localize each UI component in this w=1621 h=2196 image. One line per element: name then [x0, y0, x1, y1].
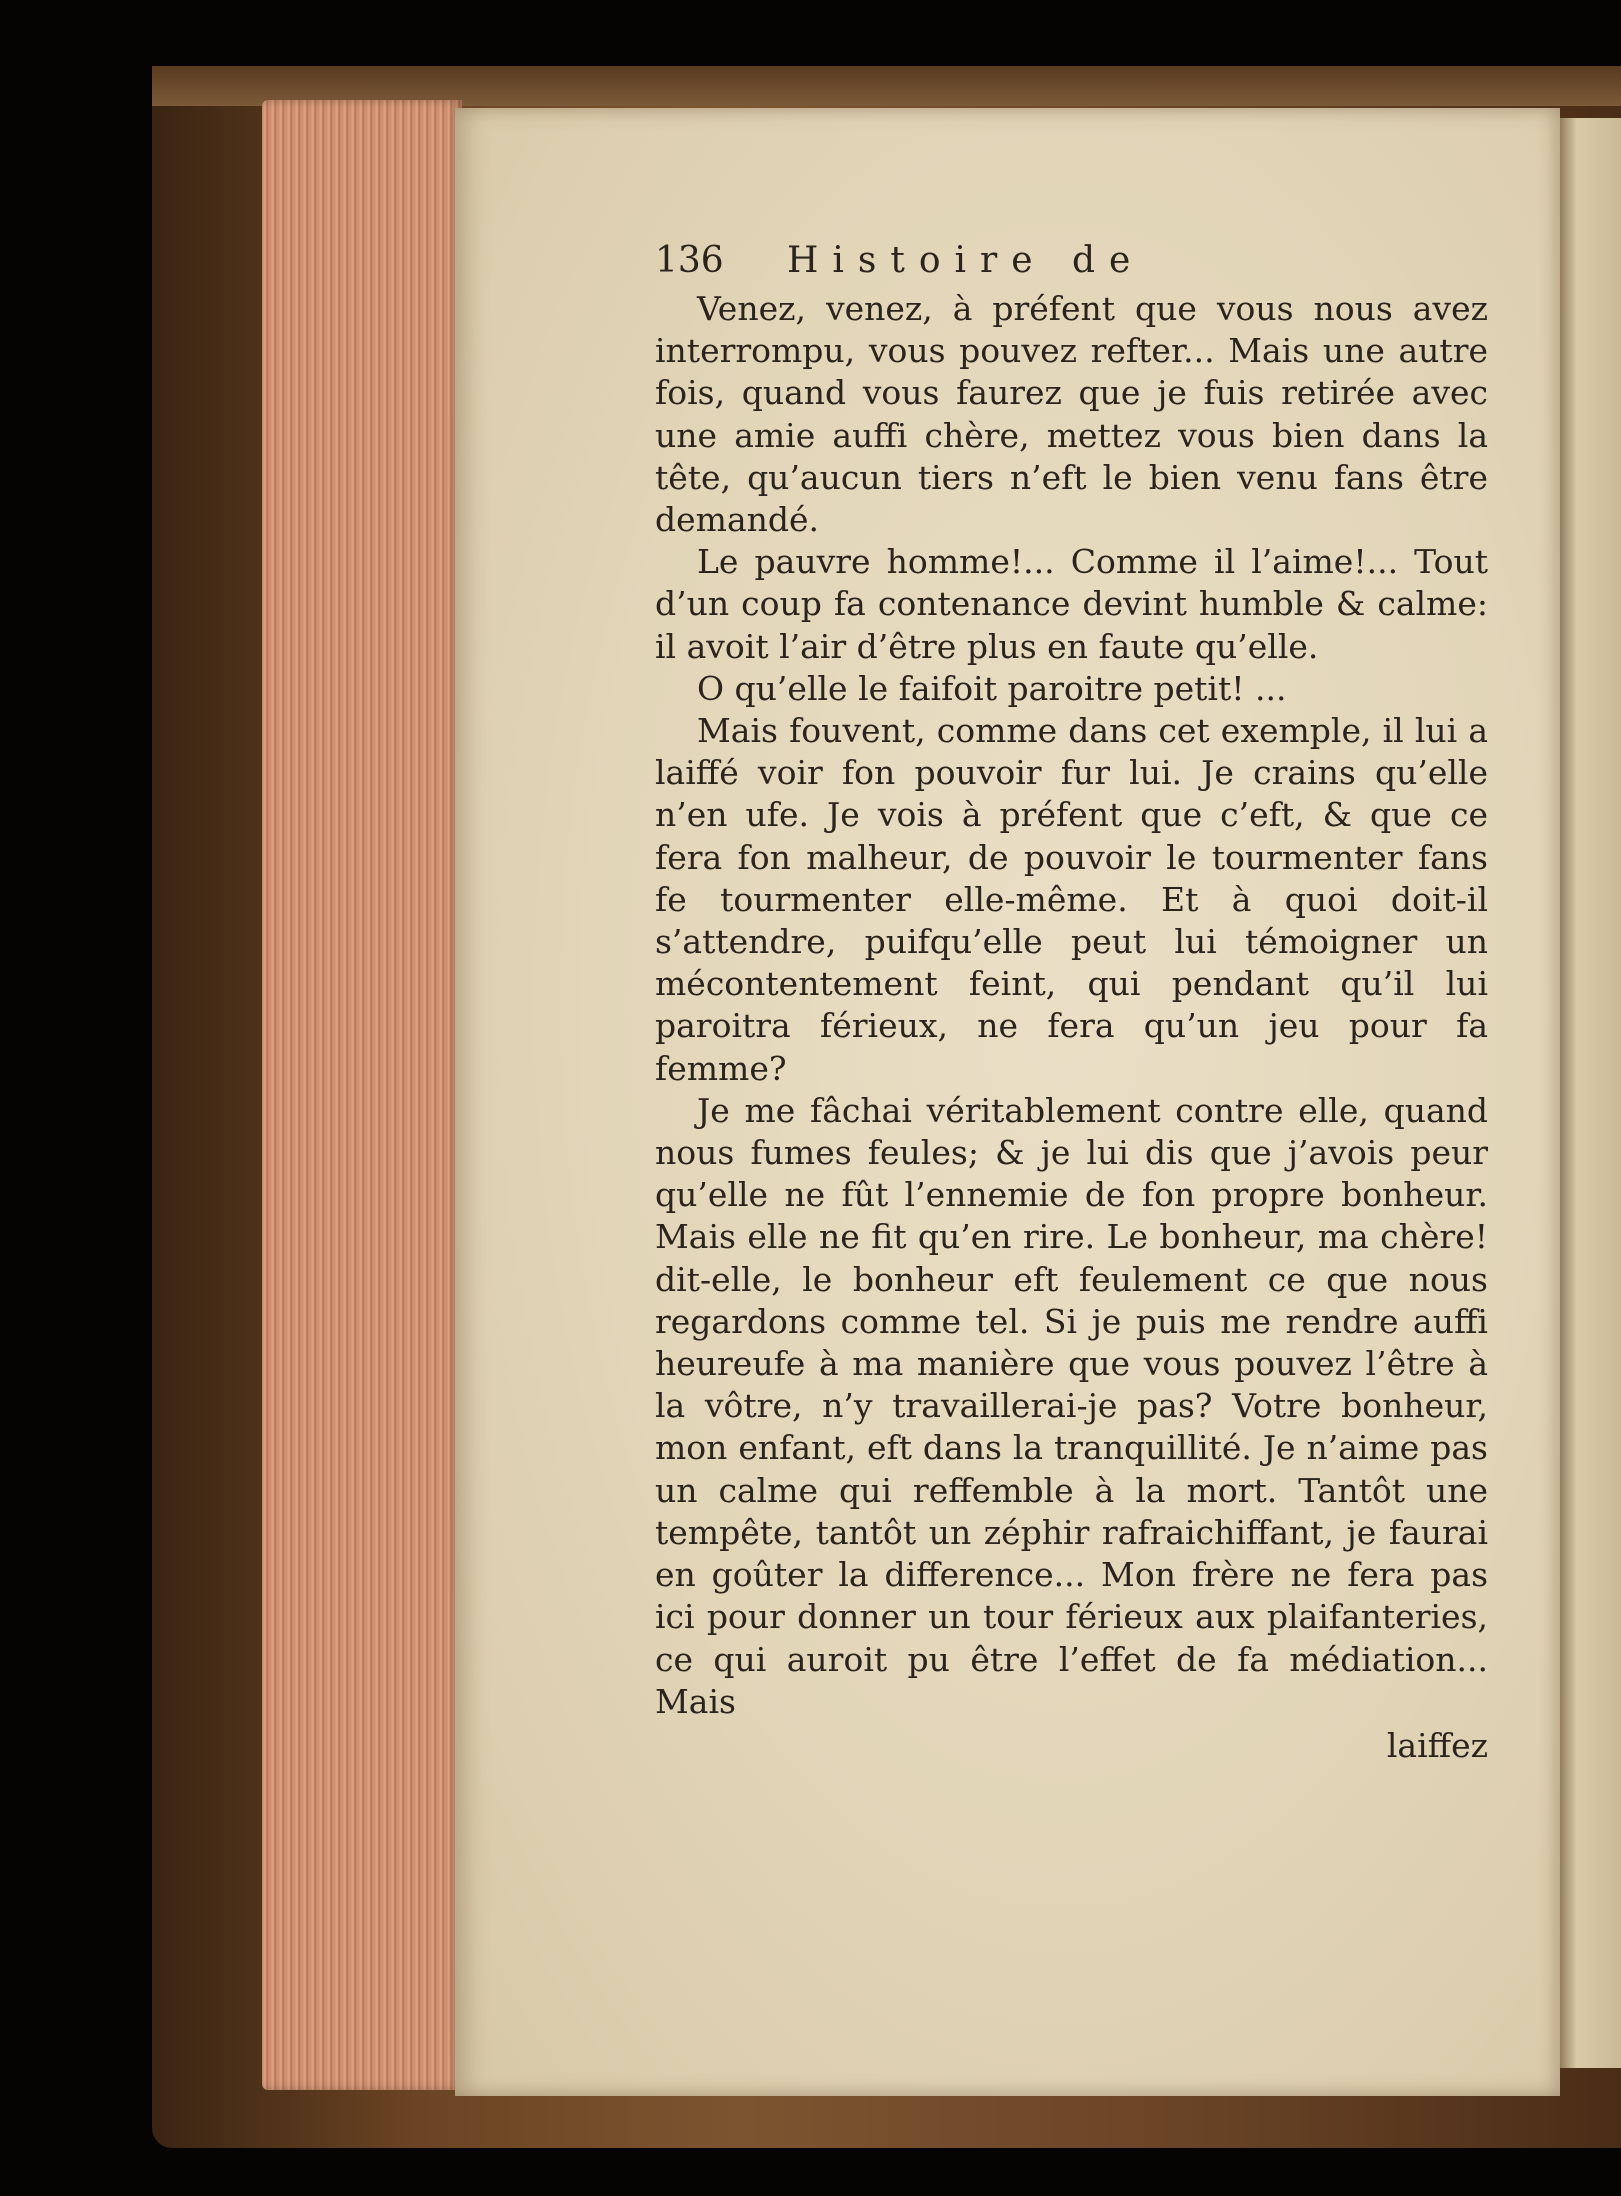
paragraph: O qu’elle le faifoit paroitre petit! ... [697, 668, 1287, 708]
running-head [655, 240, 1488, 288]
catchword: laiffez [1386, 1725, 1488, 1765]
paragraph: Je me fâchai véritablement contre elle, quand nous fumes feules; & je lui dis que j’avois peur qu’elle ne fût l’ennemie de fon propre bonheur. Mais elle ne fit qu’en rire. Le bonheur, ma chère! dit-elle, le bonheur eft feulement ce que nous regardons comme tel. Si je puis me rendre auffi heureufe à ma manière que vous pouvez l’être à la vôtre, n’y travaillerai-je pas? Votre bonheur, mon enfant, eft dans la tranquillité. Je n’aime pas un calme qui reffemble à la mort. Tantôt une tempête, tantôt un zéphir rafraichiffant, je faurai en goûter la difference... Mon frère ne fera pas ici pour donner un tour férieux aux plaifanteries, ce qui auroit pu être l’effet de fa médiation... Mais [655, 1090, 1488, 1721]
facing-page-edge [1558, 118, 1621, 2068]
running-title: Histoire de [787, 240, 1145, 281]
page-number: 136 [655, 240, 724, 281]
page-text [655, 240, 1488, 1767]
paragraph: Le pauvre homme!... Comme il l’aime!... Tout d’un coup fa contenance devint humble & calme: il avoit l’air d’être plus en faute qu’elle. [655, 542, 1488, 666]
paragraph: Venez, venez, à préfent que vous nous avez interrompu, vous pouvez refter... Mais une autre fois, quand vous faurez que je fuis retirée avec une amie auffi chère, mettez vous bien dans la tête, qu’aucun tiers n’eft le bien venu fans être demandé. [655, 289, 1488, 540]
page-edges [262, 100, 462, 2090]
paragraph: Mais fouvent, comme dans cet exemple, il lui a laiffé voir fon pouvoir fur lui. Je crains qu’elle n’en ufe. Je vois à préfent que c’eft, & que ce fera fon malheur, de pouvoir le tourmenter fans fe tourmenter elle-même. Et à quoi doit-il s’attendre, puifqu’elle peut lui témoigner un mécontentement feint, qui pendant qu’il lui paroitra férieux, ne fera qu’un jeu pour fa femme? [655, 711, 1488, 1088]
